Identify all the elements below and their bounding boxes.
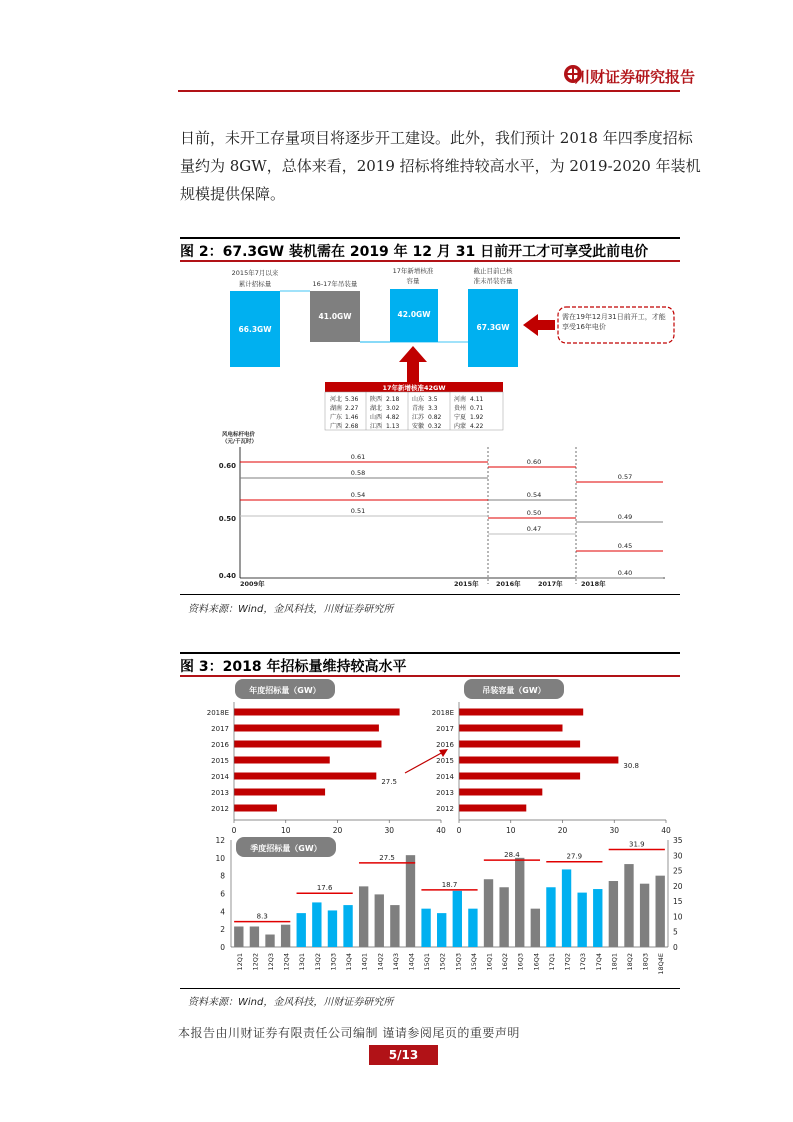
price-ytick: 0.50: [218, 515, 236, 523]
bar: [234, 805, 277, 812]
bar: [546, 887, 555, 947]
category-label: 2017: [436, 725, 454, 733]
x-tick-label: 17Q1: [547, 953, 556, 971]
table-cell: 1.13: [386, 423, 400, 430]
bar: [234, 926, 243, 947]
annual-total-label: 18.7: [441, 880, 458, 889]
y-tick-label: 4: [220, 907, 225, 917]
y2-tick-label: 10: [673, 912, 683, 922]
bar: [459, 757, 618, 764]
bar: [593, 889, 602, 947]
x-tick-label: 13Q3: [329, 953, 338, 971]
x-tick-label: 15Q1: [423, 953, 432, 971]
price-label: 0.57: [617, 473, 633, 481]
figure3-charts: [180, 677, 683, 987]
table-cell: 内蒙: [454, 423, 467, 430]
table-cell: 宁夏: [454, 414, 467, 421]
waterfall-value: 42.0GW: [397, 310, 431, 319]
up-arrow-icon: [399, 346, 427, 382]
x-tick-label: 30: [384, 826, 395, 835]
figure3-source: 资料来源：Wind，金风科技，川财证券研究所: [188, 997, 394, 1008]
x-tick-label: 12Q4: [282, 953, 291, 971]
x-tick-label: 16Q1: [485, 953, 494, 971]
annual-total-label: 28.4: [504, 851, 520, 860]
x-tick-label: 17Q2: [563, 953, 572, 971]
table-cell: 山东: [412, 396, 425, 403]
chart-title: 吊装容量（GW）: [482, 686, 546, 695]
table-cell: 2.27: [345, 405, 359, 412]
table-cell: 4.22: [470, 423, 484, 430]
x-tick-label: 14Q4: [407, 953, 416, 971]
bar: [562, 869, 571, 947]
price-xtick: 2016年: [496, 580, 521, 588]
bar: [421, 909, 430, 947]
paragraph-line: 规模提供保障。: [180, 185, 286, 203]
bar: [459, 805, 526, 812]
price-label: 0.40: [617, 569, 633, 577]
figure2-top-rule: [180, 237, 680, 239]
table-cell: 河北: [330, 396, 343, 403]
category-label: 2012: [436, 805, 454, 813]
table-cell: 山西: [370, 414, 383, 421]
x-tick-label: 14Q1: [360, 953, 369, 971]
bar: [234, 725, 379, 732]
bar: [468, 909, 477, 947]
header-rule: [178, 90, 680, 92]
waterfall-value: 66.3GW: [238, 325, 272, 334]
annual-total-label: 31.9: [628, 840, 645, 849]
y2-tick-label: 5: [673, 927, 678, 937]
x-tick-label: 12Q3: [267, 953, 276, 971]
x-tick-label: 16Q4: [532, 953, 541, 971]
x-tick-label: 20: [332, 826, 343, 835]
bar: [281, 925, 290, 947]
paragraph-line: 日前，未开工存量项目将逐步开工建设。此外，我们预计 2018 年四季度招标: [180, 129, 693, 147]
waterfall-label: 截止目前已核: [473, 267, 513, 275]
waterfall-label: 容量: [406, 277, 420, 285]
chart-title: 年度招标量（GW）: [249, 686, 321, 695]
y-tick-label: 8: [220, 871, 225, 881]
price-xtick: 2017年: [538, 580, 563, 588]
waterfall-value: 67.3GW: [476, 323, 510, 332]
chart-title: 季度招标量（GW）: [250, 844, 322, 853]
bar: [656, 876, 665, 947]
y-tick-label: 10: [215, 853, 225, 863]
y2-tick-label: 25: [673, 866, 683, 876]
table-cell: 2.68: [345, 423, 359, 430]
bar: [312, 902, 321, 947]
bar: [577, 893, 586, 947]
price-label: 0.50: [526, 509, 542, 517]
quarterly-tender-chart: [215, 836, 682, 975]
bar: [328, 910, 337, 947]
table-cell: 安徽: [412, 423, 425, 430]
price-label: 0.60: [526, 458, 542, 466]
category-label: 2013: [211, 789, 229, 797]
table-cell: 青海: [412, 405, 425, 412]
x-tick-label: 40: [436, 826, 446, 835]
price-label: 0.45: [617, 542, 633, 550]
y-tick-label: 2: [220, 925, 225, 935]
annual-total-label: 17.6: [316, 884, 333, 893]
footer-disclaimer: 本报告由川财证券有限责任公司编制 谨请参阅尾页的重要声明: [178, 1026, 520, 1040]
bar: [437, 913, 446, 947]
category-label: 2016: [211, 741, 229, 749]
bar: [390, 905, 399, 947]
price-label: 0.58: [350, 469, 366, 477]
page-number: 5/13: [369, 1045, 438, 1065]
data-label: 27.5: [381, 778, 397, 786]
table-cell: 3.02: [386, 405, 400, 412]
category-label: 2015: [211, 757, 229, 765]
x-tick-label: 17Q4: [594, 953, 603, 971]
figure2-source: 资料来源：Wind，金风科技，川财证券研究所: [188, 604, 394, 615]
x-tick-label: 15Q3: [454, 953, 463, 971]
category-label: 2012: [211, 805, 229, 813]
left-arrow-icon: [523, 314, 555, 336]
bar: [343, 905, 352, 947]
x-tick-label: 18Q3: [641, 953, 650, 971]
waterfall-value: 41.0GW: [318, 312, 352, 321]
x-tick-label: 18Q1: [610, 953, 619, 971]
bar: [531, 909, 540, 947]
table-cell: 湖北: [370, 405, 383, 412]
bar: [459, 773, 580, 780]
price-label: 0.47: [526, 525, 542, 533]
y-tick-label: 6: [220, 889, 225, 899]
y-tick-label: 0: [220, 943, 225, 952]
category-label: 2014: [436, 773, 454, 781]
table-cell: 湖南: [330, 405, 343, 412]
table-cell: 1.46: [345, 414, 359, 421]
table-cell: 广西: [330, 423, 343, 430]
table-cell: 0.32: [428, 423, 442, 430]
x-tick-label: 0: [456, 826, 462, 835]
y-tick-label: 12: [215, 836, 225, 845]
bar: [234, 709, 400, 716]
table-cell: 2.18: [386, 396, 400, 403]
bar: [406, 855, 415, 947]
bar: [234, 757, 330, 764]
data-label: 30.8: [623, 762, 639, 770]
x-tick-label: 16Q3: [516, 953, 525, 971]
figure3-bottom-rule: [180, 988, 680, 989]
table-cell: 江苏: [412, 414, 425, 421]
waterfall-label: 累计招标量: [238, 280, 272, 288]
body-paragraph: [180, 124, 710, 208]
table-cell: 河南: [454, 396, 467, 403]
figure2-bottom-rule: [180, 594, 680, 595]
table-cell: 3.5: [428, 396, 438, 403]
installation-chart: [432, 679, 671, 835]
table-header: 17年新增核准42GW: [382, 384, 446, 392]
price-label: 0.61: [350, 453, 366, 461]
table-cell: 0.71: [470, 405, 484, 412]
y2-tick-label: 15: [673, 897, 683, 907]
price-xtick: 2015年: [454, 580, 479, 588]
x-tick-label: 15Q4: [469, 953, 478, 971]
table-cell: 4.11: [470, 396, 484, 403]
bar: [265, 935, 274, 947]
category-label: 2018E: [206, 709, 229, 717]
x-tick-label: 14Q2: [376, 953, 385, 971]
figure2-graphic: [180, 262, 680, 592]
bar: [297, 913, 306, 947]
x-tick-label: 13Q4: [345, 953, 354, 971]
annual-tender-chart: [207, 679, 446, 835]
x-tick-label: 10: [505, 826, 516, 835]
bar: [459, 741, 580, 748]
table-cell: 广东: [330, 414, 343, 421]
x-tick-label: 12Q2: [251, 953, 260, 971]
bar: [624, 864, 633, 947]
bar: [459, 789, 542, 796]
figure3-title: 图 3：2018 年招标量维持较高水平: [180, 659, 407, 675]
table-cell: 江西: [370, 423, 383, 430]
y2-tick-label: 20: [673, 881, 683, 891]
waterfall-label: 17年新增核准: [392, 267, 434, 275]
y2-tick-label: 35: [673, 836, 683, 845]
category-label: 2016: [436, 741, 454, 749]
header-title: 川财证券研究报告: [574, 68, 695, 86]
bar: [234, 741, 381, 748]
price-xtick: 2018年: [581, 580, 606, 588]
x-tick-label: 18Q2: [625, 953, 634, 971]
price-ylabel: 风电标杆电价: [222, 432, 256, 438]
x-tick-label: 16Q2: [501, 953, 510, 971]
waterfall-label: 16-17年吊装量: [312, 280, 358, 288]
annual-total-label: 8.3: [256, 912, 268, 921]
price-label: 0.54: [350, 491, 366, 499]
x-tick-label: 13Q1: [298, 953, 307, 971]
price-label: 0.54: [526, 491, 542, 499]
callout-text-wrapper: [562, 312, 670, 340]
category-label: 2018E: [431, 709, 454, 717]
x-tick-label: 14Q3: [391, 953, 400, 971]
x-tick-label: 0: [231, 826, 237, 835]
table-cell: 1.92: [470, 414, 484, 421]
bar: [459, 709, 583, 716]
callout-text: 需在19年12月31日前开工，才能享受16年电价: [562, 313, 666, 331]
table-cell: 0.82: [428, 414, 442, 421]
bar: [640, 884, 649, 947]
category-label: 2015: [436, 757, 454, 765]
x-tick-label: 10: [280, 826, 291, 835]
y2-tick-label: 0: [673, 943, 678, 952]
bar: [453, 891, 462, 947]
bar: [234, 789, 325, 796]
bar: [499, 887, 508, 947]
price-label: 0.49: [617, 513, 633, 521]
x-tick-label: 20: [557, 826, 568, 835]
bar: [250, 926, 259, 947]
price-ytick: 0.40: [218, 572, 236, 580]
y2-tick-label: 30: [673, 851, 683, 861]
price-label: 0.51: [350, 507, 366, 515]
paragraph-line: 量约为 8GW，总体来看，2019 招标将维持较高水平，为 2019-2020 年装机: [180, 157, 701, 175]
x-tick-label: 40: [661, 826, 671, 835]
price-ytick: 0.60: [218, 462, 236, 470]
x-tick-label: 30: [609, 826, 620, 835]
category-label: 2017: [211, 725, 229, 733]
price-ylabel: （元/千瓦时）: [222, 439, 258, 445]
bar: [609, 881, 618, 947]
annual-total-label: 27.5: [379, 853, 395, 862]
bar: [515, 858, 524, 947]
bar: [375, 894, 384, 947]
table-cell: 陕西: [370, 396, 383, 403]
table-cell: 5.36: [345, 396, 359, 403]
bar: [359, 886, 368, 947]
waterfall-label: 准未吊装容量: [473, 277, 513, 285]
x-tick-label: 15Q2: [438, 953, 447, 971]
x-tick-label: 17Q3: [579, 953, 588, 971]
bar: [484, 879, 493, 947]
bar: [234, 773, 376, 780]
category-label: 2014: [211, 773, 229, 781]
x-tick-label: 12Q1: [235, 953, 244, 971]
figure2-title: 图 2：67.3GW 装机需在 2019 年 12 月 31 日前开工才可享受此前电价: [180, 244, 649, 260]
table-cell: 3.3: [428, 405, 438, 412]
table-cell: 4.82: [386, 414, 400, 421]
category-label: 2013: [436, 789, 454, 797]
waterfall-label: 2015年7月以来: [231, 269, 279, 277]
annual-total-label: 27.9: [566, 852, 583, 861]
bar: [459, 725, 563, 732]
price-xtick: 2009年: [240, 580, 265, 588]
figure3-top-rule: [180, 652, 680, 654]
x-tick-label: 13Q2: [313, 953, 322, 971]
x-tick-label: 18Q4E: [657, 953, 666, 975]
table-cell: 贵州: [454, 405, 467, 412]
